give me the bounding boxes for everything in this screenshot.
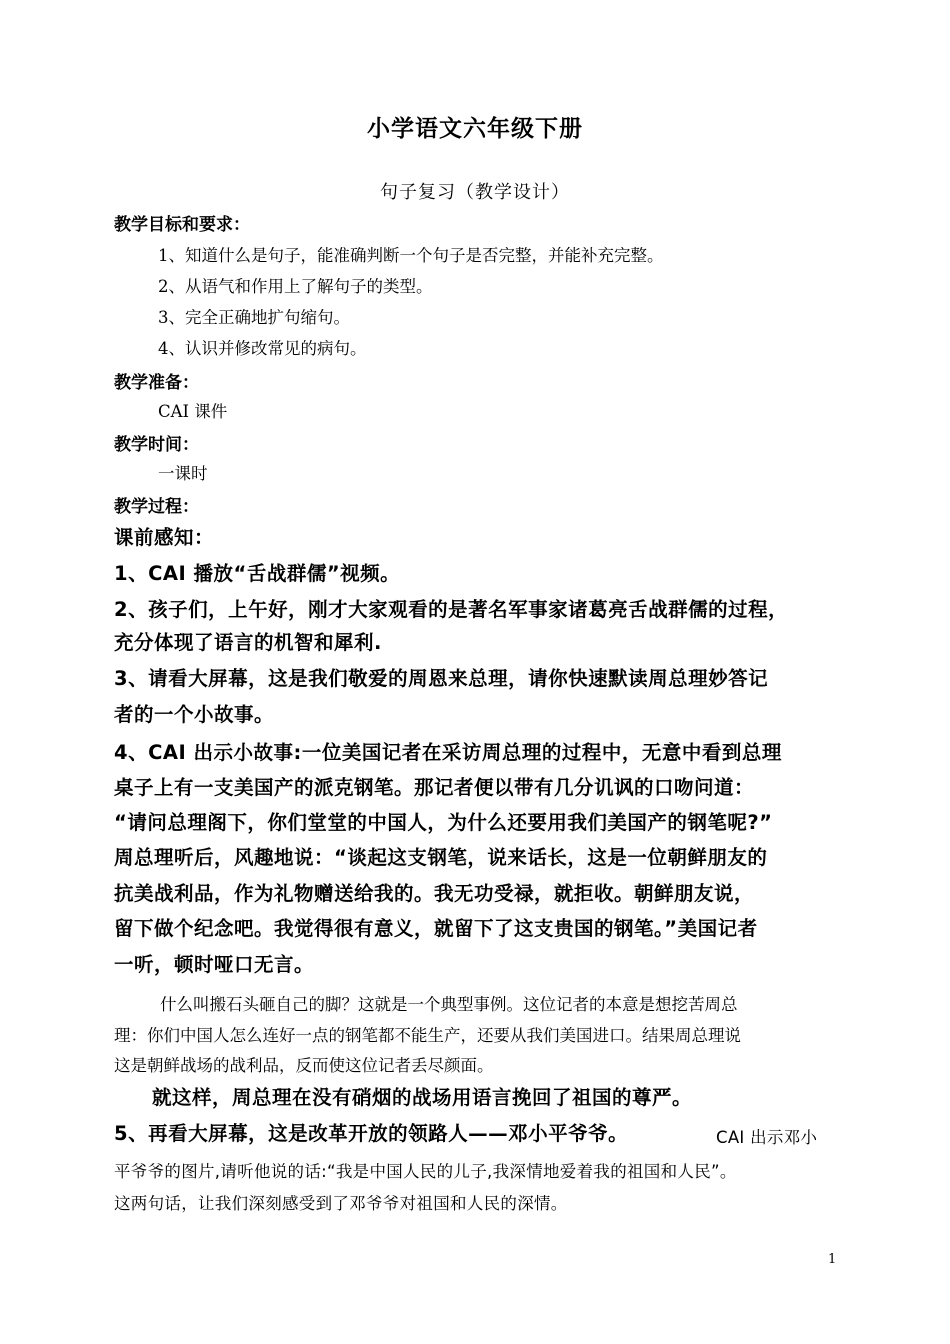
conclusion-line: 就这样，周总理在没有硝烟的战场用语言挽回了祖国的尊严。 xyxy=(152,1086,693,1109)
process-heading: 教学过程： xyxy=(114,497,199,517)
commentary-line: 这是朝鲜战场的战利品，反而使这位记者丢尽颜面。 xyxy=(114,1056,494,1075)
item5-tail: CAI 出示邓小 xyxy=(716,1128,818,1147)
process-line: 桌子上有一支美国产的派克钢笔。那记者便以带有几分讥讽的口吻问道： xyxy=(114,776,755,799)
objective-item: 2、从语气和作用上了解句子的类型。 xyxy=(158,277,433,296)
item5-main: 5、再看大屏幕，这是改革开放的领路人——邓小平爷爷。 xyxy=(114,1122,629,1145)
objectives-heading: 教学目标和要求： xyxy=(114,215,250,235)
process-line: 2、孩子们，上午好，刚才大家观看的是著名军事家诸葛亮舌战群儒的过程， xyxy=(114,598,789,621)
time-content: 一课时 xyxy=(158,464,208,483)
process-line: 充分体现了语言的机智和犀利. xyxy=(114,631,382,654)
process-line: 周总理听后，风趣地说：“谈起这支钢笔，说来话长，这是一位朝鲜朋友的 xyxy=(114,846,768,869)
process-line: 者的一个小故事。 xyxy=(114,703,275,726)
time-heading: 教学时间： xyxy=(114,435,199,455)
item5-line: 这两句话，让我们深刻感受到了邓爷爷对祖国和人民的深情。 xyxy=(114,1194,568,1213)
objective-item: 1、知道什么是句子，能准确判断一个句子是否完整，并能补充完整。 xyxy=(158,246,664,265)
process-line: 4、CAI 出示小故事:一位美国记者在采访周总理的过程中，无意中看到总理 xyxy=(114,741,782,764)
objective-item: 4、认识并修改常见的病句。 xyxy=(158,339,367,358)
process-line: 抗美战利品，作为礼物赠送给我的。我无功受禄，就拒收。朝鲜朋友说， xyxy=(114,882,755,905)
process-line: 3、请看大屏幕，这是我们敬爱的周恩来总理，请你快速默读周总理妙答记 xyxy=(114,667,769,690)
page-number: 1 xyxy=(828,1252,837,1267)
preparation-heading: 教学准备： xyxy=(114,373,199,393)
process-line: 留下做个纪念吧。我觉得很有意义，就留下了这支贵国的钢笔。”美国记者 xyxy=(114,917,758,940)
commentary-line: 什么叫搬石头砸自己的脚？这就是一个典型事例。这位记者的本意是想挖苦周总 xyxy=(160,995,738,1014)
process-line: 1、CAI 播放“舌战群儒”视频。 xyxy=(114,562,401,585)
process-line: 一听，顿时哑口无言。 xyxy=(114,953,315,976)
preparation-content: CAI 课件 xyxy=(158,402,228,421)
item5-line: 平爷爷的图片,请听他说的话:“我是中国人民的儿子,我深情地爱着我的祖国和人民”。 xyxy=(114,1162,737,1181)
document-subtitle: 句子复习（教学设计） xyxy=(380,182,570,203)
process-line: “请问总理阁下，你们堂堂的中国人，为什么还要用我们美国产的钢笔呢?” xyxy=(114,811,773,834)
objective-item: 3、完全正确地扩句缩句。 xyxy=(158,308,350,327)
pre-perception-heading: 课前感知： xyxy=(114,526,215,549)
document-title: 小学语文六年级下册 xyxy=(367,116,583,142)
commentary-line: 理：你们中国人怎么连好一点的钢笔都不能生产，还要从我们美国进口。结果周总理说 xyxy=(114,1026,741,1045)
